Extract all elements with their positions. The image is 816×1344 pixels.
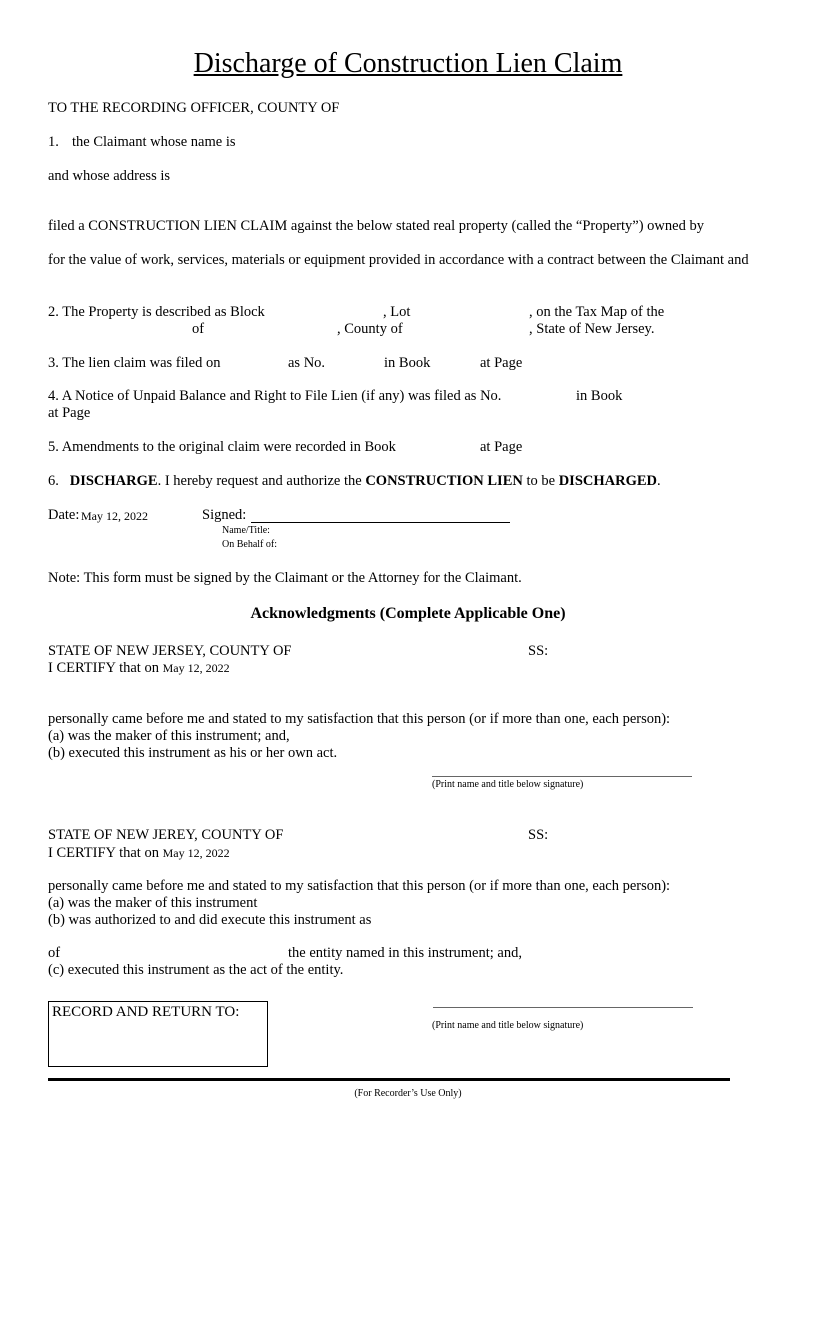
ack2-item-c: (c) executed this instrument as the act of the entity. (48, 962, 344, 978)
ack2-of-label: of (48, 945, 61, 961)
ack1-state-county: STATE OF NEW JERSEY, COUNTY OF (48, 643, 292, 659)
on-behalf-label: On Behalf of: (222, 539, 277, 550)
ack2-ss: SS: (528, 827, 549, 843)
item-6-number: 6. (48, 473, 59, 489)
signature-line[interactable] (251, 522, 510, 523)
discharge-label: DISCHARGE (69, 473, 158, 489)
notice-book-label: in Book (576, 388, 623, 404)
claimant-name-label: the Claimant whose name is (72, 134, 236, 150)
property-county-label: , County of (337, 321, 403, 337)
ack1-print-note: (Print name and title below signature) (432, 779, 584, 790)
signing-note: Note: This form must be signed by the Claimant or the Attorney for the Claimant. (48, 570, 522, 586)
ack1-date: May 12, 2022 (162, 661, 230, 675)
lien-filed-book-label: in Book (384, 355, 431, 371)
property-state-label: , State of New Jersey. (529, 321, 655, 337)
property-lot-label: , Lot (383, 304, 411, 320)
ack1-ss: SS: (528, 643, 549, 659)
date-value: May 12, 2022 (81, 509, 148, 523)
lien-filed-number-label: as No. (288, 355, 326, 371)
ack2-state-county: STATE OF NEW JEREY, COUNTY OF (48, 827, 284, 843)
ack2-item-a: (a) was the maker of this instrument (48, 895, 258, 911)
lien-claim-filed-text: filed a CONSTRUCTION LIEN CLAIM against the below stated real property (called the “Property”) owned by (48, 218, 704, 234)
ack1-item-a: (a) was the maker of this instrument; and, (48, 728, 290, 744)
property-tax-map-label: , on the Tax Map of the (529, 304, 665, 320)
record-and-return-box[interactable] (48, 1001, 268, 1067)
ack2-personal-text: personally came before me and stated to my satisfaction that this person (or if more than one, each person): (48, 878, 671, 894)
document-title: Discharge of Construction Lien Claim (193, 48, 623, 79)
discharged-bold: DISCHARGED (558, 473, 657, 489)
ack1-item-b: (b) executed this instrument as his or her own act. (48, 745, 338, 761)
ack2-entity-text: the entity named in this instrument; and, (288, 945, 522, 961)
lien-filed-date-label: 3. The lien claim was filed on (48, 355, 221, 371)
discharge-text-1: . I hereby request and authorize the (157, 473, 362, 489)
date-label: Date: (48, 507, 80, 523)
recorder-use-note: (For Recorder’s Use Only) (354, 1088, 462, 1099)
notice-number-label: 4. A Notice of Unpaid Balance and Right to File Lien (if any) was filed as No. (48, 388, 502, 404)
ack1-certify-label: I CERTIFY that on (48, 660, 159, 676)
discharge-text-2: to be (526, 473, 556, 489)
name-title-label: Name/Title: (222, 525, 270, 536)
ack1-certify (48, 661, 230, 676)
discharge-text-3: . (657, 473, 661, 489)
acknowledgments-heading: Acknowledgments (Complete Applicable One) (250, 605, 566, 622)
signed-label: Signed: (202, 507, 247, 523)
property-municipality-label: of (192, 321, 205, 337)
discharge-statement (48, 474, 661, 489)
recording-officer-line: TO THE RECORDING OFFICER, COUNTY OF (48, 100, 340, 116)
amendments-page-label: at Page (480, 439, 523, 455)
lien-filed-page-label: at Page (480, 355, 523, 371)
contract-value-text: for the value of work, services, materials or equipment provided in accordance with a contract between the Claimant and (48, 252, 749, 268)
claimant-address-label: and whose address is (48, 168, 171, 184)
ack2-date: May 12, 2022 (162, 846, 230, 860)
construction-lien-bold: CONSTRUCTION LIEN (365, 473, 523, 489)
amendments-book-label: 5. Amendments to the original claim were recorded in Book (48, 439, 396, 455)
notice-page-label: at Page (48, 405, 91, 421)
ack2-signature-line[interactable] (433, 1007, 693, 1008)
ack2-certify (48, 846, 230, 861)
recorder-divider (48, 1078, 730, 1081)
ack2-certify-label: I CERTIFY that on (48, 845, 159, 861)
ack1-personal-text: personally came before me and stated to my satisfaction that this person (or if more than one, each person): (48, 711, 671, 727)
record-and-return-label: RECORD AND RETURN TO: (52, 1004, 240, 1020)
item-1-number: 1. (48, 134, 59, 150)
ack2-print-note: (Print name and title below signature) (432, 1020, 584, 1031)
property-block-label: 2. The Property is described as Block (48, 304, 265, 320)
ack1-signature-line[interactable] (432, 776, 692, 777)
ack2-item-b: (b) was authorized to and did execute this instrument as (48, 912, 372, 928)
